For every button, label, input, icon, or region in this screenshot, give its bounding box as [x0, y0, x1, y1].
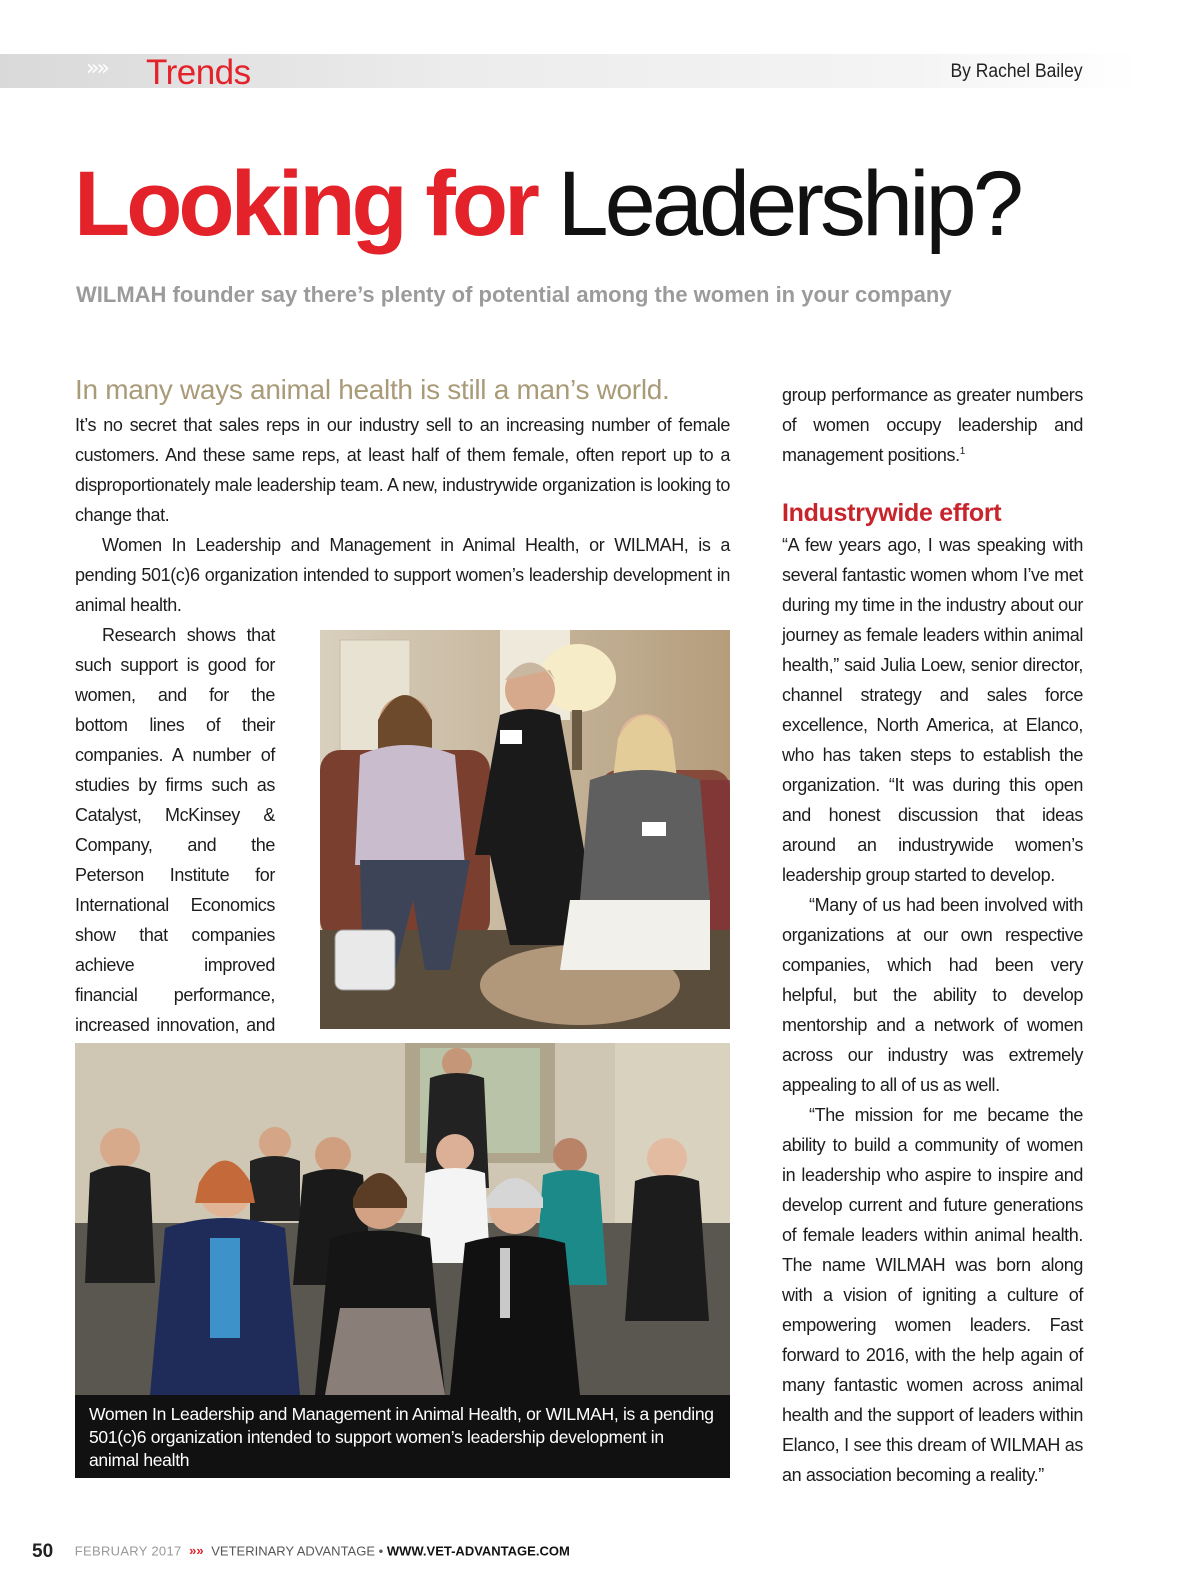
subsection-heading: Industrywide effort: [782, 499, 1002, 527]
photo-caption: Women In Leadership and Management in Animal Health, or WILMAH, is a pending 501(c)6 organization intended to support women’s leadership development in animal health: [75, 1395, 730, 1478]
body-paragraph: [782, 380, 1083, 470]
headline-red-part: Looking for: [74, 153, 536, 255]
body-paragraph: Research shows that such support is good for women, and for the bottom lines of their companies. A number of studies by firms such as Catalyst, McKinsey & Company, and the Peterson Institute for International Economics show that companies achieve improved financial performance, increased innovation, and: [75, 625, 275, 1035]
byline: By Rachel Bailey: [950, 61, 1083, 82]
footer-separator: •: [378, 1543, 384, 1559]
spacer: [782, 470, 1083, 484]
photo-group-of-women: [75, 1043, 730, 1395]
footnote-marker: 1: [959, 446, 965, 457]
body-paragraph: “Many of us had been involved with organizations at our own respective companies, which had been very helpful, but the ability to develop mentorship and a network of women across our industry was extremely appealing to all of us as well.: [782, 895, 1083, 1095]
right-column: [782, 380, 1083, 1490]
body-paragraph: “A few years ago, I was speaking with several fantastic women whom I’ve met during my time in the industry about our journey as female leaders within animal health,” said Julia Loew, senior director, channel strategy and sales force excellence, North America, at Elanco, who has taken steps to establish the organization. “It was during this open and honest discussion that ideas around an industrywide women’s leadership group started to develop.: [782, 535, 1083, 885]
left-column-narrow: [75, 620, 275, 1070]
chevron-right-icon: »»: [86, 56, 107, 81]
body-paragraph-text: group performance as greater numbers of women occupy leadership and management positions.: [782, 385, 1083, 465]
page-number: 50: [32, 1541, 54, 1562]
article-subhead: WILMAH founder say there’s plenty of potential among the women in your company: [76, 282, 952, 307]
body-paragraph: “The mission for me became the ability to build a community of women in leadership who aspire to inspire and develop current and future generations of female leaders within animal health. The name WILMAH was born along with a vision of igniting a culture of empowering women leaders. Fast forward to 2016, with the help again of many fantastic women across animal health and the support of leaders within Elanco, I see this dream of WILMAH as an association becoming a reality.”: [782, 1105, 1083, 1485]
magazine-name: VETERINARY ADVANTAGE: [211, 1543, 376, 1559]
photo-three-women-seated: [320, 630, 730, 1029]
issue-date: FEBRUARY 2017: [74, 1543, 182, 1559]
body-paragraph: Women In Leadership and Management in Animal Health, or WILMAH, is a pending 501(c)6 organization intended to support women’s leadership development in animal health.: [75, 535, 730, 615]
lead-kicker: In many ways animal health is still a man’s world.: [75, 374, 670, 405]
headline-black-part: Leadership?: [557, 153, 1020, 255]
body-paragraph: It’s no secret that sales reps in our industry sell to an increasing number of female customers. And these same reps, at least half of them female, often report up to a disproportionately male leadership team. A new, industrywide organization is looking to change that.: [75, 415, 730, 525]
photo-three-women-image: [320, 630, 730, 1029]
photo-group-image: [75, 1043, 730, 1395]
left-column-top: [75, 410, 730, 620]
website-link[interactable]: WWW.VET-ADVANTAGE.COM: [386, 1543, 570, 1559]
chevron-right-icon: »»: [189, 1543, 204, 1559]
article-headline: [74, 153, 1020, 255]
page-footer: [32, 1541, 570, 1563]
section-label: Trends: [146, 53, 251, 92]
